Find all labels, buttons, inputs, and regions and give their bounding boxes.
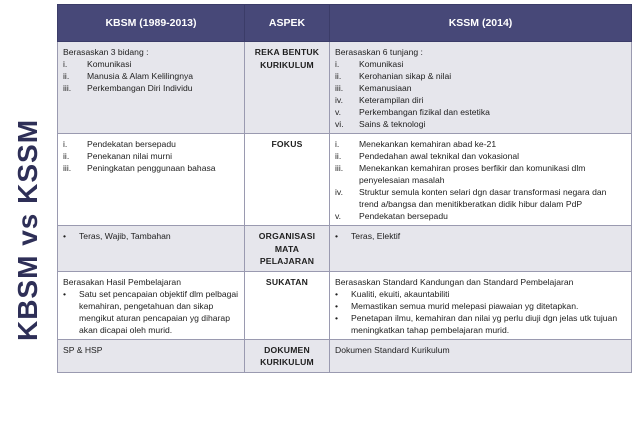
list-item bbox=[335, 106, 626, 118]
list-marker: v. bbox=[335, 211, 342, 221]
list-marker: iii. bbox=[335, 163, 344, 173]
list-text: Menekankan kemahiran abad ke-21 bbox=[359, 139, 497, 149]
list-text: Penekanan nilai murni bbox=[87, 151, 173, 161]
kbsm-cell bbox=[58, 271, 245, 339]
comparison-table-wrap bbox=[57, 4, 631, 373]
cell-intro: Dokumen Standard Kurikulum bbox=[335, 344, 450, 355]
table-row bbox=[58, 339, 632, 372]
list-item bbox=[335, 288, 626, 300]
kbsm-cell bbox=[58, 339, 245, 372]
list-item bbox=[335, 312, 626, 336]
aspek-cell: DOKUMEN KURIKULUM bbox=[245, 339, 330, 372]
list-text: Kerohanian sikap & nilai bbox=[359, 71, 452, 81]
list-marker: i. bbox=[63, 59, 68, 69]
kbsm-cell bbox=[58, 42, 245, 134]
table-row bbox=[58, 134, 632, 226]
table-body bbox=[58, 42, 632, 373]
kssm-cell bbox=[330, 42, 632, 134]
list-marker: ii. bbox=[63, 71, 70, 81]
list-item bbox=[335, 118, 626, 130]
list-item bbox=[63, 70, 239, 82]
cell-intro: Berasaskan 3 bidang : bbox=[63, 47, 149, 57]
list-text: Satu set pencapaian objektif dlm pelbagai kemahiran, pengetahuan dan sikap mengikut aturan pencapaian yg diharap akan dicapai oleh murid. bbox=[79, 288, 239, 335]
side-title bbox=[6, 120, 50, 340]
list-item bbox=[335, 186, 626, 210]
list-marker: • bbox=[335, 300, 339, 311]
list-item bbox=[335, 58, 626, 70]
header-kssm: KSSM (2014) bbox=[330, 5, 632, 42]
cell-intro: SP & HSP bbox=[63, 344, 103, 355]
comparison-table bbox=[57, 4, 632, 373]
list-text: Pendekatan bersepadu bbox=[87, 139, 176, 149]
list-marker: vi. bbox=[335, 119, 344, 129]
list-text: Teras, Elektif bbox=[351, 231, 401, 241]
list-item bbox=[335, 94, 626, 106]
list-item bbox=[335, 210, 626, 222]
list-text: Struktur semula konten selari dgn dasar transformasi negara dan trend a/bangsa dan menitikberatkan didik hibur dalam PdP bbox=[359, 187, 607, 209]
list-marker: iii. bbox=[63, 83, 72, 93]
list-item bbox=[335, 150, 626, 162]
list-text: Komunikasi bbox=[359, 59, 404, 69]
list-item bbox=[335, 138, 626, 150]
list-marker: ii. bbox=[63, 151, 70, 161]
list-text: Menekankan kemahiran proses berfikir dan komunikasi dlm penyelesaian masalah bbox=[359, 163, 586, 185]
list-text: Keterampilan diri bbox=[359, 95, 424, 105]
list-item bbox=[335, 82, 626, 94]
kssm-cell bbox=[330, 134, 632, 226]
list-marker: i. bbox=[63, 139, 68, 149]
list-marker: iii. bbox=[335, 83, 344, 93]
list-text: Teras, Wajib, Tambahan bbox=[79, 231, 171, 241]
header-kbsm: KBSM (1989-2013) bbox=[58, 5, 245, 42]
list-item bbox=[335, 70, 626, 82]
list-item bbox=[335, 230, 626, 242]
cell-intro: Berasaskan Standard Kandungan dan Standard Pembelajaran bbox=[335, 276, 574, 287]
list-text: Sains & teknologi bbox=[359, 119, 426, 129]
list-text: Pendekatan bersepadu bbox=[359, 211, 448, 221]
header-row bbox=[58, 5, 632, 42]
list-text: Kemanusiaan bbox=[359, 83, 412, 93]
list-text: Peningkatan penggunaan bahasa bbox=[87, 163, 216, 173]
aspek-cell: REKA BENTUK KURIKULUM bbox=[245, 42, 330, 134]
side-title-text: KBSM vs KSSM bbox=[12, 118, 44, 342]
list-marker: • bbox=[335, 231, 339, 241]
list-text: Penetapan ilmu, kemahiran dan nilai yg perlu diuji dgn jelas utk tujuan meningkatkan tahap pembelajaran murid. bbox=[351, 312, 618, 335]
list-text: Komunikasi bbox=[87, 59, 132, 69]
list-text: Perkembangan Diri Individu bbox=[87, 83, 193, 93]
kbsm-cell bbox=[58, 226, 245, 272]
kssm-cell bbox=[330, 339, 632, 372]
cell-list bbox=[335, 288, 626, 336]
list-marker: • bbox=[335, 312, 339, 323]
list-text: Kualiti, ekuiti, akauntabiliti bbox=[351, 288, 450, 299]
list-item bbox=[63, 288, 239, 336]
list-item bbox=[63, 58, 239, 70]
list-text: Manusia & Alam Kelilingnya bbox=[87, 71, 194, 81]
list-marker: iv. bbox=[335, 95, 343, 105]
list-item bbox=[63, 230, 239, 242]
header-aspek: ASPEK bbox=[245, 5, 330, 42]
list-marker: ii. bbox=[335, 71, 342, 81]
cell-list bbox=[63, 288, 239, 336]
list-marker: • bbox=[335, 288, 339, 299]
list-marker: v. bbox=[335, 107, 342, 117]
cell-list bbox=[63, 138, 239, 174]
cell-list bbox=[335, 138, 626, 222]
aspek-cell: SUKATAN bbox=[245, 271, 330, 339]
list-text: Perkembangan fizikal dan estetika bbox=[359, 107, 490, 117]
cell-intro: Berasakan Hasil Pembelajaran bbox=[63, 276, 181, 287]
aspek-cell: ORGANISASI MATA PELAJARAN bbox=[245, 226, 330, 272]
table-row bbox=[58, 271, 632, 339]
list-item bbox=[335, 162, 626, 186]
cell-list bbox=[63, 58, 239, 94]
list-item bbox=[335, 300, 626, 312]
cell-list bbox=[63, 230, 239, 242]
list-marker: i. bbox=[335, 59, 340, 69]
cell-list bbox=[335, 58, 626, 130]
aspek-cell: FOKUS bbox=[245, 134, 330, 226]
list-item bbox=[63, 82, 239, 94]
list-item bbox=[63, 162, 239, 174]
kssm-cell bbox=[330, 226, 632, 272]
list-marker: iii. bbox=[63, 163, 72, 173]
list-text: Memastikan semua murid melepasi piawaian yg ditetapkan. bbox=[351, 300, 579, 311]
kbsm-cell bbox=[58, 134, 245, 226]
list-item bbox=[63, 150, 239, 162]
list-text: Pendedahan awal teknikal dan vokasional bbox=[359, 151, 520, 161]
list-marker: • bbox=[63, 231, 67, 241]
list-marker: iv. bbox=[335, 187, 343, 197]
kssm-cell bbox=[330, 271, 632, 339]
cell-intro: Berasaskan 6 tunjang : bbox=[335, 47, 423, 57]
list-marker: ii. bbox=[335, 151, 342, 161]
table-row bbox=[58, 226, 632, 272]
list-marker: i. bbox=[335, 139, 340, 149]
list-marker: • bbox=[63, 288, 67, 299]
cell-list bbox=[335, 230, 626, 242]
table-row bbox=[58, 42, 632, 134]
list-item bbox=[63, 138, 239, 150]
